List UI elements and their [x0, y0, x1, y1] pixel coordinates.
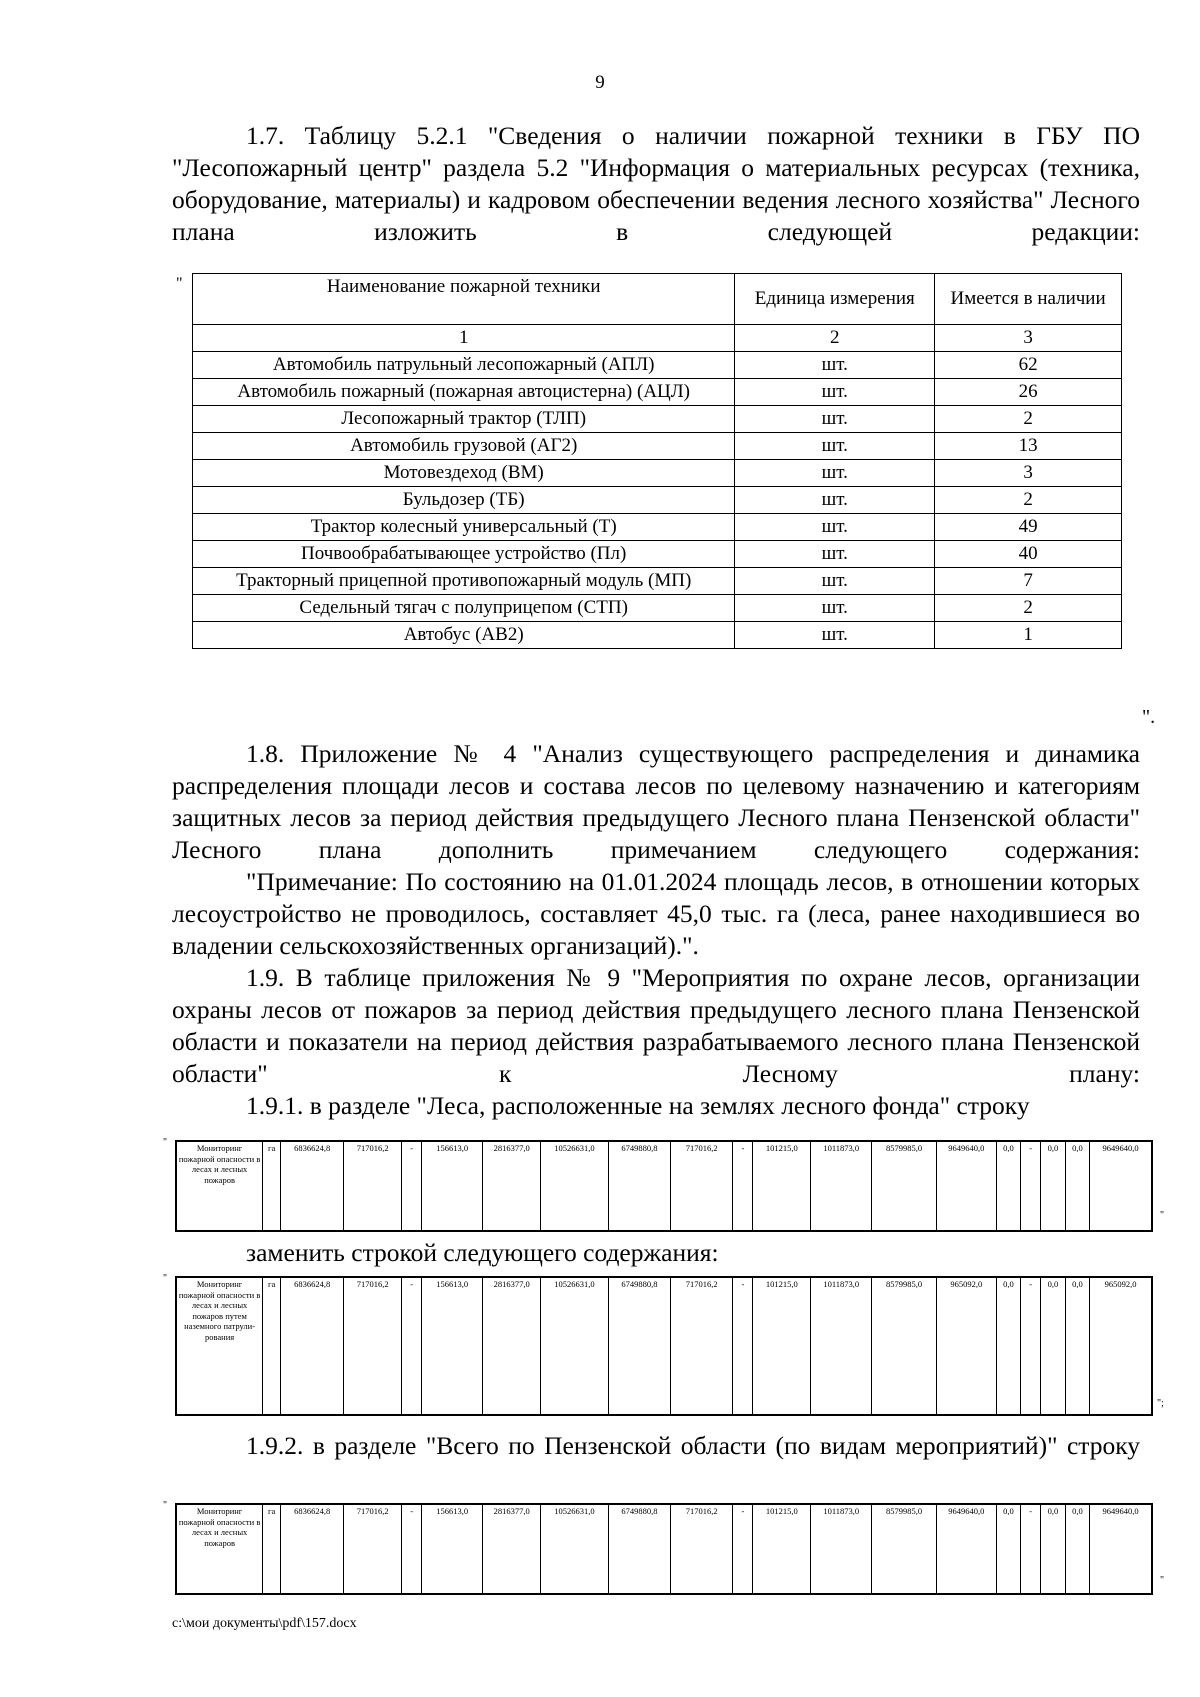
unit-cell: шт. — [735, 568, 935, 595]
value-cell: - — [1021, 1277, 1041, 1415]
value-cell: га — [263, 1141, 281, 1231]
row-close-quote: " — [1160, 1575, 1165, 1586]
new-row-table — [175, 1276, 1153, 1416]
unit-cell: шт. — [735, 379, 935, 406]
header-name: Наименование пожарной техники — [193, 274, 735, 325]
value-cell: 2816377,0 — [483, 1141, 541, 1231]
value-cell: 101215,0 — [753, 1277, 811, 1415]
value-cell: 8579985,0 — [872, 1504, 936, 1594]
value-cell: 0,0 — [1041, 1277, 1065, 1415]
count-cell: 40 — [935, 541, 1122, 568]
count-cell: 49 — [935, 514, 1122, 541]
equipment-name: Мотовездеход (ВМ) — [193, 460, 735, 487]
count-cell: 62 — [935, 352, 1122, 379]
value-cell: 6749880,8 — [608, 1141, 670, 1231]
equipment-name: Лесопожарный трактор (ТЛП) — [193, 406, 735, 433]
paragraph-1-9-2: 1.9.2. в разделе "Всего по Пензенской области (по видам мероприятий)" строку — [246, 1431, 1140, 1460]
unit-cell: шт. — [735, 595, 935, 622]
value-cell: 717016,2 — [344, 1277, 402, 1415]
value-cell: 965092,0 — [936, 1277, 996, 1415]
equipment-name: Автобус (АВ2) — [193, 622, 735, 649]
value-cell: 2816377,0 — [483, 1504, 541, 1594]
value-cell: 717016,2 — [671, 1141, 733, 1231]
value-cell: 0,0 — [1065, 1504, 1089, 1594]
equipment-name: Автомобиль пожарный (пожарная автоцистерна) (АЦЛ) — [193, 379, 735, 406]
value-cell: 156613,0 — [422, 1141, 483, 1231]
value-cell: - — [1021, 1504, 1041, 1594]
table-row — [193, 460, 1122, 487]
value-cell: 1011873,0 — [811, 1504, 872, 1594]
value-cell: 1011873,0 — [811, 1141, 872, 1231]
col-number: 1 — [193, 325, 735, 352]
unit-cell: шт. — [735, 487, 935, 514]
row-close-quote: "; — [1157, 1398, 1164, 1409]
table-header-row — [193, 274, 1122, 325]
header-count: Имеется в наличии — [935, 274, 1122, 325]
row-open-quote: " — [163, 1273, 168, 1284]
count-cell: 2 — [935, 595, 1122, 622]
value-cell: 101215,0 — [753, 1141, 811, 1231]
monitoring-row — [176, 1141, 1152, 1231]
table-row — [193, 352, 1122, 379]
value-cell: - — [733, 1141, 753, 1231]
paragraph-1-9-1: 1.9.1. в разделе "Леса, расположенные на землях лесного фонда" строку — [246, 1091, 1030, 1120]
value-cell: 9649640,0 — [1090, 1141, 1152, 1231]
paragraph-1-8: 1.8. Приложение № 4 "Анализ существующего распределения и динамика распределения площади лесов и состава лесов по целевому назначению и категориям защитных лесов за период действия предыдущего Лесного плана Пензенской области" Лесного плана дополнить примечанием следующего содержания: "Примечание: По состоянию на 01.01.2024 площадь лесов, в отношении которых лесоустройство не проводилось, составляет 45,0 тыс. га (леса, ранее находившиеся во владении сельскохозяйственных организаций).". 1.9. В таблице приложения № 9 "Мероприятия по охране лесов, организации охраны лесов от пожаров за период действия предыдущего лесного плана Пензенской области и показатели на период действия разрабатываемого лесного плана Пензенской области" к Лесному плану: 1.9.1. в разделе "Леса, расположенные на землях лесного фонда" строку — [172, 739, 1140, 1120]
value-cell: 717016,2 — [344, 1141, 402, 1231]
value-cell: 0,0 — [1041, 1141, 1065, 1231]
value-cell: га — [263, 1504, 281, 1594]
table-row — [193, 514, 1122, 541]
table-row — [193, 433, 1122, 460]
table-row — [193, 622, 1122, 649]
replace-phrase: заменить строкой следующего содержания: — [246, 1238, 719, 1267]
equipment-name: Почвообрабатывающее устройство (Пл) — [193, 541, 735, 568]
note-paragraph: "Примечание: По состоянию на 01.01.2024 площадь лесов, в отношении которых лесоустройство не проводилось, составляет 45,0 тыс. га (леса, ранее находившиеся во владении сельскохозяйственных организаций).". — [172, 867, 1140, 960]
col-number: 2 — [735, 325, 935, 352]
value-cell: 6749880,8 — [608, 1277, 670, 1415]
value-cell: 8579985,0 — [872, 1277, 936, 1415]
count-cell: 3 — [935, 460, 1122, 487]
count-cell: 2 — [935, 487, 1122, 514]
table-row — [193, 487, 1122, 514]
value-cell: 6836624,8 — [280, 1277, 343, 1415]
value-cell: 10526631,0 — [541, 1277, 609, 1415]
activity-name-cell: Мониторинг пожарной опасности в лесах и лесных пожаров путем наземного патрули-рования — [176, 1277, 263, 1415]
row-close-quote: " — [1160, 1210, 1165, 1221]
value-cell: 8579985,0 — [872, 1141, 936, 1231]
value-cell: 717016,2 — [671, 1504, 733, 1594]
equipment-name: Тракторный прицепной противопожарный модуль (МП) — [193, 568, 735, 595]
table-open-quote: " — [176, 275, 183, 292]
old-row-table-1 — [175, 1140, 1153, 1232]
equipment-name: Бульдозер (ТБ) — [193, 487, 735, 514]
equipment-name: Седельный тягач с полуприцепом (СТП) — [193, 595, 735, 622]
value-cell: 10526631,0 — [541, 1504, 609, 1594]
count-cell: 2 — [935, 406, 1122, 433]
value-cell: - — [733, 1504, 753, 1594]
value-cell: 0,0 — [1065, 1141, 1089, 1231]
paragraph-1-7: 1.7. Таблицу 5.2.1 "Сведения о наличии пожарной техники в ГБУ ПО "Лесопожарный центр" раздела 5.2 "Информация о материальных ресурсах (техника, оборудование, материалы) и кадровом обеспечении ведения лесного хозяйства" Лесного плана изложить в следующей редакции: — [172, 121, 1140, 246]
count-cell: 26 — [935, 379, 1122, 406]
page-number: 9 — [595, 72, 605, 93]
header-unit: Единица измерения — [735, 274, 935, 325]
row-open-quote: " — [163, 1500, 168, 1511]
unit-cell: шт. — [735, 622, 935, 649]
equipment-name: Автомобиль патрульный лесопожарный (АПЛ) — [193, 352, 735, 379]
value-cell: 156613,0 — [422, 1504, 483, 1594]
equipment-name: Автомобиль грузовой (АГ2) — [193, 433, 735, 460]
monitoring-row — [176, 1504, 1152, 1594]
table-row — [193, 406, 1122, 433]
value-cell: 156613,0 — [422, 1277, 483, 1415]
table-row — [193, 541, 1122, 568]
value-cell: 0,0 — [1065, 1277, 1089, 1415]
equipment-name: Трактор колесный универсальный (Т) — [193, 514, 735, 541]
value-cell: 2816377,0 — [483, 1277, 541, 1415]
value-cell: 9649640,0 — [936, 1504, 996, 1594]
unit-cell: шт. — [735, 541, 935, 568]
activity-name-cell: Мониторинг пожарной опасности в лесах и лесных пожаров — [176, 1504, 263, 1594]
value-cell: 6749880,8 — [608, 1504, 670, 1594]
value-cell: - — [733, 1277, 753, 1415]
value-cell: 717016,2 — [671, 1277, 733, 1415]
file-path-footer: c:\мои документы\pdf\157.docx — [172, 1616, 357, 1631]
table-row — [193, 568, 1122, 595]
value-cell: 6836624,8 — [280, 1504, 343, 1594]
value-cell: 0,0 — [996, 1277, 1020, 1415]
table-row — [193, 379, 1122, 406]
monitoring-row — [176, 1277, 1152, 1415]
unit-cell: шт. — [735, 460, 935, 487]
activity-name-cell: Мониторинг пожарной опасности в лесах и лесных пожаров — [176, 1141, 263, 1231]
unit-cell: шт. — [735, 406, 935, 433]
count-cell: 1 — [935, 622, 1122, 649]
fire-equipment-table — [192, 273, 1122, 649]
value-cell: - — [402, 1277, 422, 1415]
value-cell: га — [263, 1277, 281, 1415]
unit-cell: шт. — [735, 352, 935, 379]
value-cell: 101215,0 — [753, 1504, 811, 1594]
value-cell: 0,0 — [1041, 1504, 1065, 1594]
value-cell: 1011873,0 — [811, 1277, 872, 1415]
table-row — [193, 595, 1122, 622]
count-cell: 7 — [935, 568, 1122, 595]
row-open-quote: " — [163, 1137, 168, 1148]
unit-cell: шт. — [735, 433, 935, 460]
table-close-quote: ". — [1142, 706, 1156, 728]
value-cell: 6836624,8 — [280, 1141, 343, 1231]
value-cell: 10526631,0 — [541, 1141, 609, 1231]
value-cell: 717016,2 — [344, 1504, 402, 1594]
value-cell: 9649640,0 — [1090, 1504, 1152, 1594]
paragraph-1-9: 1.9. В таблице приложения № 9 "Мероприятия по охране лесов, организации охраны лесов от пожаров за период действия предыдущего лесного плана Пензенской области и показатели на период действия разрабатываемого лесного плана Пензенской области" к Лесному плану: — [172, 963, 1140, 1088]
col-number: 3 — [935, 325, 1122, 352]
value-cell: - — [402, 1141, 422, 1231]
old-row-table-2 — [175, 1503, 1153, 1595]
value-cell: 0,0 — [996, 1504, 1020, 1594]
table-numbering-row — [193, 325, 1122, 352]
value-cell: 965092,0 — [1090, 1277, 1152, 1415]
value-cell: 9649640,0 — [936, 1141, 996, 1231]
unit-cell: шт. — [735, 514, 935, 541]
value-cell: - — [1021, 1141, 1041, 1231]
count-cell: 13 — [935, 433, 1122, 460]
value-cell: - — [402, 1504, 422, 1594]
value-cell: 0,0 — [996, 1141, 1020, 1231]
